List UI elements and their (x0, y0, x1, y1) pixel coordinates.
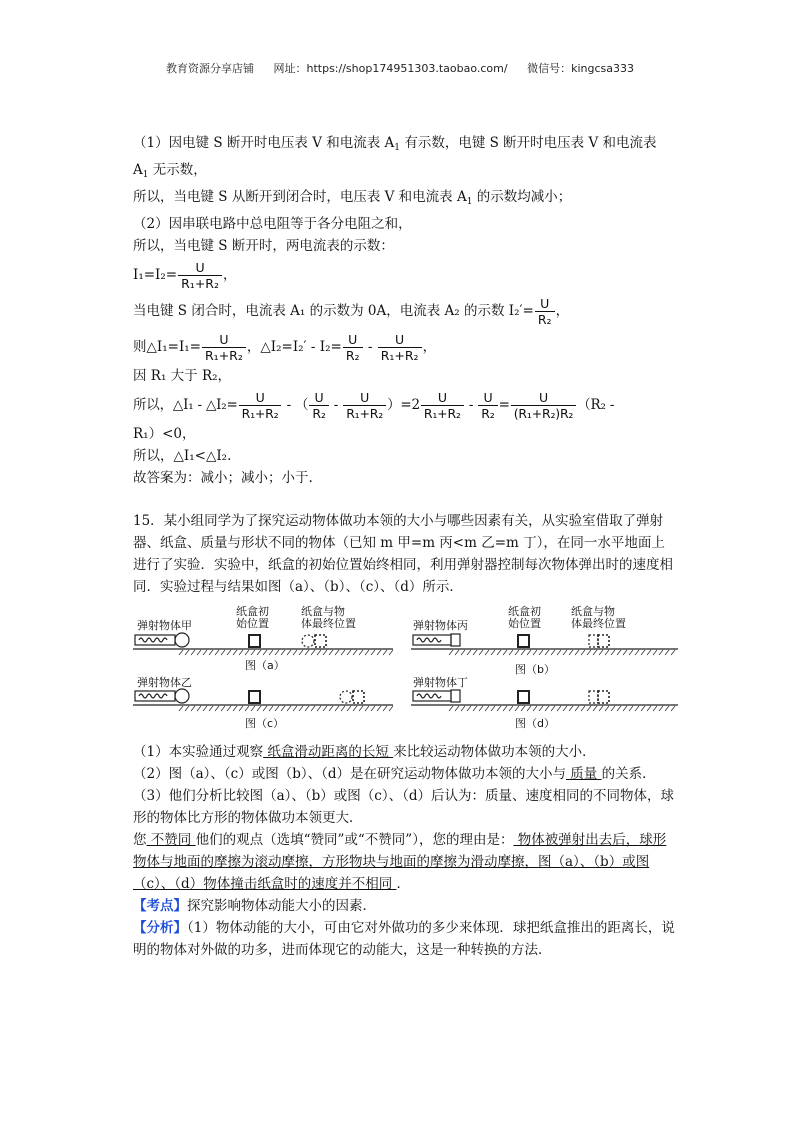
fraction: $\frac{U}{\text{R₁+R₂}}$ (343, 390, 386, 421)
object-label-d: 弹射物体丁 (413, 676, 468, 689)
object-label-c: 弹射物体乙 (137, 676, 192, 689)
solution-line: 故答案为：减小；减小；小于. (133, 470, 313, 486)
fraction: $\frac{U}{\text{R₂}}$ (478, 390, 497, 421)
init-label-b2: 始位置 (508, 617, 541, 630)
object-label-a: 弹射物体甲 (137, 619, 192, 632)
solution-line: （1）因电键 S 断开时电压表 V 和电流表 $A_1$ 有示数，电键 S 断开时电压表 V 和电流表 (133, 135, 657, 153)
shop-url[interactable]: 网址：https://shop174951303.taobao.com/ (273, 62, 508, 75)
solution-line: 所以，当电键 S 断开时，两电流表的示数： (133, 238, 394, 254)
final-label-b1: 纸盒与物 (571, 605, 615, 618)
fraction: $\frac{U}{\text{R₁+R₂}}$ (202, 332, 246, 363)
fraction: $\frac{U}{\text{R₁+R₂}}$ (421, 390, 464, 421)
experiment-figures (133, 603, 678, 735)
wechat-id: 微信号：kingcsa333 (527, 62, 634, 75)
fraction: $\frac{U}{\text{R₂}}$ (535, 296, 555, 327)
fraction: $\frac{U}{\text{R₁+R₂}}$ (178, 260, 222, 291)
formula-line: 则△I₁=I₁= $\frac{U}{\text{R₁+R₂}}$ ，△I₂=I₂′ - I₂= $\frac{U}{\text{R₂}}$ - $\frac{U}{\text{R₁+R₂}}$ ， (133, 332, 437, 363)
fenxi: 【分析】（1）物体动能的大小，可由它对外做功的多少来体现．球把纸盒推出的距离长，说明的物体对外做的功多，进而体现它的动能大，这是一种转换的方法． (133, 920, 675, 958)
question-15-answers (133, 741, 678, 961)
formula-line: 当电键 S 闭合时，电流表 A₁ 的示数为 0A，电流表 A₂ 的示数 I₂′= $\frac{U}{\text{R₂}}$ ， (133, 296, 570, 327)
solution-line: 所以，△I₁<△I₂. (133, 448, 232, 464)
solution-block (133, 132, 673, 489)
kaodian-tag: 【考点】 (133, 898, 187, 914)
shop-name: 教育资源分享店铺 (166, 62, 254, 75)
final-label-a1: 纸盒与物 (301, 605, 345, 618)
fraction: $\frac{U}{\text{R₂}}$ (309, 390, 328, 421)
kaodian: 【考点】探究影响物体动能大小的因素． (133, 898, 376, 914)
solution-line: R₁）<0， (133, 426, 196, 442)
caption-c: 图（c） (245, 717, 285, 730)
solution-line: 因 R₁ 大于 R₂， (133, 368, 232, 384)
final-label-b2: 体最终位置 (571, 617, 626, 630)
caption-a: 图（a） (245, 659, 285, 672)
sub-question-1: （1）本实验通过观察 纸盒滑动距离的长短 来比较运动物体做功本领的大小． (133, 744, 596, 760)
sub-question-2: （2）图（a）、（c）或图（b）、（d）是在研究运动物体做功本领的大小与 质量 的关系． (133, 766, 656, 782)
opinion-answer: 您 不赞同 他们的观点（选填“赞同”或“不赞同”），您的理由是： 物体被弹射出去后，球形物体与地面的摩擦为滚动摩擦，方形物块与地面的摩擦为滑动摩擦，图（a）、（b）或图（c）、（d）物体撞击纸盒时的速度并不相同 ． (133, 832, 667, 892)
fraction: $\frac{U}{\text{R₁+R₂}}$ (239, 390, 282, 421)
init-label-a1: 纸盒初 (236, 605, 269, 618)
init-label-b1: 纸盒初 (508, 605, 541, 618)
solution-line: （2）因串联电路中总电阻等于各分电阻之和， (133, 216, 412, 232)
fraction: $\frac{U}{\text{R₁+R₂}}$ (378, 332, 422, 363)
solution-line: 所以，当电键 S 从断开到闭合时，电压表 V 和电流表 $A_1$ 的示数均减小； (133, 189, 572, 207)
caption-d: 图（d） (515, 717, 555, 730)
formula-line: 所以，△I₁ - △I₂= $\frac{U}{\text{R₁+R₂}}$ - （ $\frac{U}{\text{R₂}}$ - $\frac{U}{\text{R₁+R₂}}$ ）=2 $\frac{U}{\text{R₁+R₂}}$ - $\frac{U}{\text{R₂}}$ = $\frac{U}{\text{(R₁+R₂)R₂}}$ （R₂ - (133, 390, 615, 421)
init-label-a2: 始位置 (236, 617, 269, 630)
fenxi-tag: 【分析】 (133, 920, 187, 936)
object-label-b: 弹射物体丙 (413, 619, 468, 632)
formula-line: I₁=I₂= $\frac{U}{\text{R₁+R₂}}$ ， (133, 260, 237, 291)
fraction: $\frac{U}{\text{R₂}}$ (343, 332, 363, 363)
sub-question-3: （3）他们分析比较图（a）、（b）或图（c）、（d）后认为：质量、速度相同的不同物体，球形的物体比方形的物体做功本领更大． (133, 788, 674, 826)
page-header (0, 60, 800, 76)
fraction: $\frac{U}{\text{(R₁+R₂)R₂}}$ (511, 390, 577, 421)
final-label-a2: 体最终位置 (301, 617, 356, 630)
caption-b: 图（b） (515, 663, 555, 676)
question-15-stem: 15．某小组同学为了探究运动物体做功本领的大小与哪些因素有关，从实验室借取了弹射器、纸盒、质量与形状不同的物体（已知 m 甲=m 丙<m 乙=m 丁），在同一水平地面上进行了实验．实验中，纸盒的初始位置始终相同，利用弹射器控制每次物体弹出时的速度相同．实验过程与结果如图（a）、（b）、（c）、（d）所示． (133, 513, 673, 595)
solution-line: $A_1$ 无示数， (133, 162, 207, 180)
